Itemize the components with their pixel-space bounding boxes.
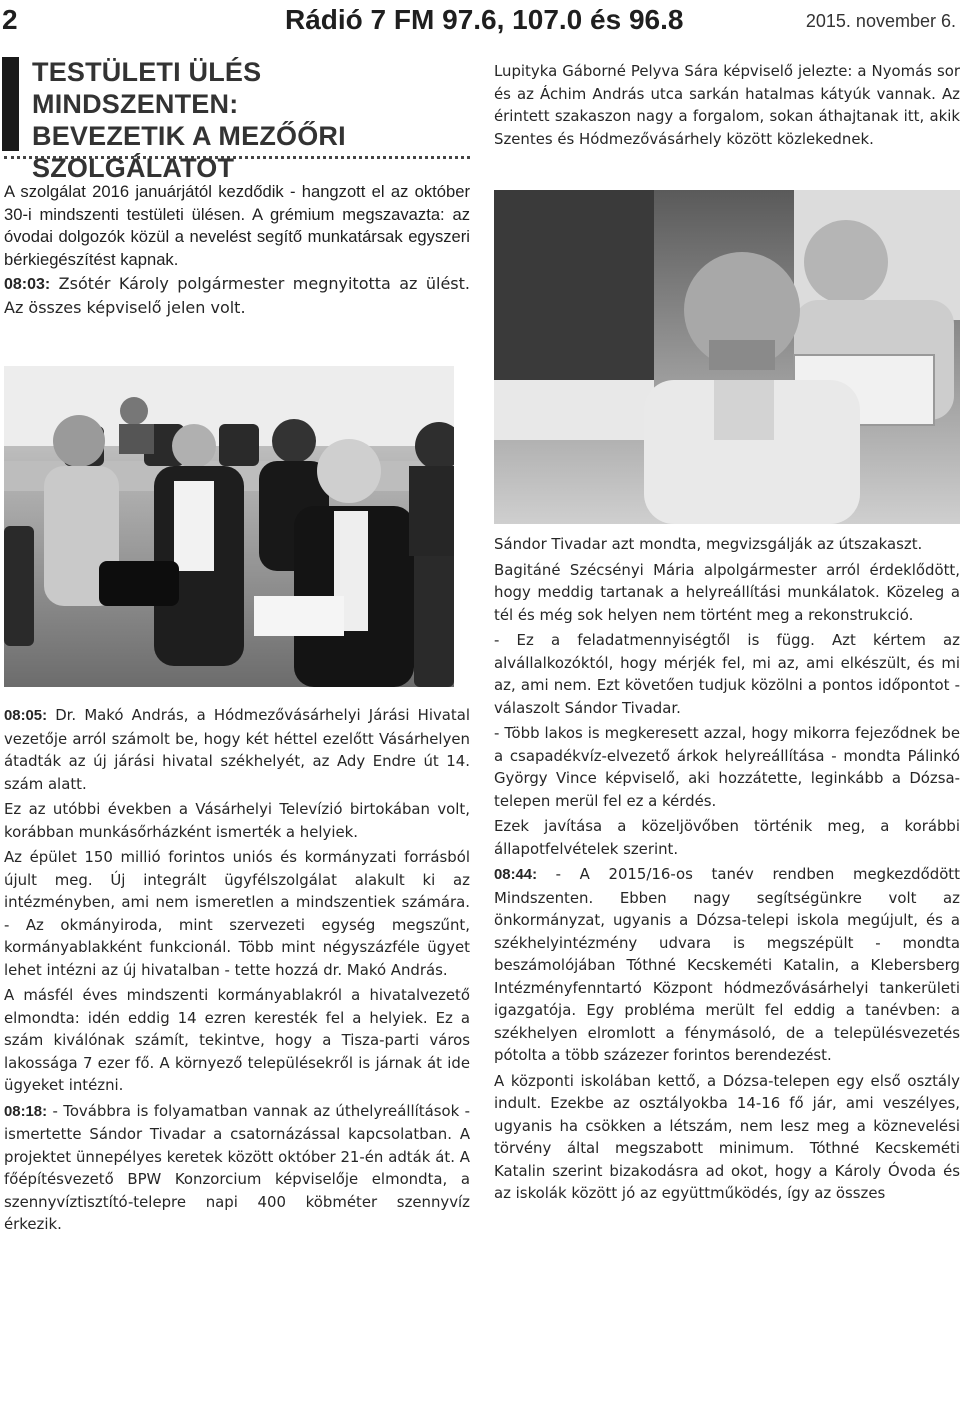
dotted-divider — [4, 156, 470, 159]
article-lead — [4, 181, 470, 321]
lead-paragraph: A szolgálat 2016 januárjától kezdődik - hangzott el az október 30-i mindszenti testületi ülésen. A grémium megszavazta: az óvodai dolgozók közül a nevelést segítő munkatársak egyszeri bérkiegészítést kapnak. — [4, 182, 470, 269]
right-top-text — [494, 60, 960, 153]
paragraph: 08:18: - Továbbra is folyamatban vannak az úthelyreállítások - ismertette Sándor Tivadar a csatornázással kapcsolatban. A projektet ünnepélyes keretek között október 21-én adták át. A főépítésvezető BPW Konzorcium képviselője elmondta, a szennyvíztisztító-telepre napi 400 köbméter szennyvíz érkezik. — [4, 1101, 470, 1233]
right-column — [494, 533, 960, 1208]
paragraph: A központi iskolában kettő, a Dózsa-telepen egy első osztály indult. Ezekbe az osztályokba 14-16 fő jár, ami veszélyes, ugyanis ha csökken a létszám, nem lesz meg a köznevelési törvény által megszabott minimum. Tóthné Kecskeméti Katalin szerint bizakodásra ad okot, hogy a Károly Óvoda és az iskolák között jó az együttműködés, így az összes — [494, 1071, 960, 1202]
paragraph: Bagitáné Szécsényi Mária alpolgármester arról érdeklődött, hogy meddig tartanak a helyreállítási munkálatok. Közeleg a tél és még sok helyen nem történt meg a rekonstrukció. — [494, 560, 960, 624]
left-column — [4, 704, 470, 1239]
timestamp: 08:03: — [4, 276, 51, 293]
paragraph: Lupityka Gáborné Pelyva Sára képviselő jelezte: a Nyomás sor és az Áchim András utca sarkán hatalmas kátyúk vannak. Az érintett szakaszon nagy a forgalom, sokan áthajtanak itt, akik Szentes és Hódmezővásárhely között közlekednek. — [494, 62, 960, 148]
photo-officials — [494, 190, 960, 524]
paragraph: 08:05: Dr. Makó András, a Hódmezővásárhelyi Járási Hivatal vezetője arról számolt be, hogy két héttel ezelőtt Vásárhelyen átadták az új járási hivatal székhelyét, az Ady Endre út 14. szám alatt. — [4, 706, 470, 793]
issue-date: 2015. november 6. — [805, 11, 956, 31]
paragraph: Sándor Tivadar azt mondta, megvizsgálják az útszakaszt. — [494, 535, 923, 553]
paragraph: Az épület 150 millió forintos uniós és kormányzati forrásból újult meg. Új integrált ügyfélszolgálat alakult ki az intézményben, ami nem ismeretlen a mindszentiek számára. - Az okmányiroda, mint szervezeti egység megszűnt, kormányablakként funkcionál. Több mint négyszázféle ügyet lehet intézni az új hivatalban - tette hozzá dr. Makó András. — [4, 848, 470, 979]
paragraph: Ez az utóbbi években a Vásárhelyi Televízió birtokában volt, korábban munkásőrházként ismerték a helyiek. — [4, 800, 470, 841]
paragraph-text: Zsótér Károly polgármester megnyitotta az ülést. Az összes képviselő jelen volt. — [4, 274, 470, 317]
photo-audience — [4, 366, 454, 687]
photo-officials-image — [494, 190, 960, 524]
timestamp: 08:05: — [4, 708, 48, 724]
station-name: Rádió 7 FM 97.6, 107.0 és 96.8 — [285, 4, 684, 35]
page-number: 2 — [2, 4, 18, 35]
paragraph: - Több lakos is megkeresett azzal, hogy mikorra fejeződnek be a csapadékvíz-elvezető árkok helyreállítása - mondta Pálinkó György Vince képviselő, aki hozzátette, leginkább a Dózsa-telepen merül fel ez a kérdés. — [494, 724, 960, 810]
photo-audience-image — [4, 366, 454, 687]
title-accent-bar — [2, 57, 19, 151]
timestamp: 08:44: — [494, 867, 538, 883]
paragraph: - Ez a feladatmennyiségtől is függ. Azt kértem az alvállalkozóktól, hogy mérjék fel, mi az, ami elkészült, és mi az, ami nem. Ezt követően tudjuk közölni a pontos időpontot - válaszolt Sándor Tivadar. — [494, 631, 960, 717]
intro-paragraph — [4, 273, 470, 319]
paragraph: 08:44: - A 2015/16-os tanév rendben megkezdődött Mindszenten. Ebben nagy segítségünkre volt az önkormányzat, ugyanis a Dózsa-telepi iskola megújult, és a székhelyintézmény udvara is megszépült - mondta beszámolójában Tóthné Kecskeméti Katalin, a Klebersberg Intézményfenntartó Központ hódmezővásárhelyi tankerületi igazgatója. Egy probléma merült fel eddig a tanévben: a székhelyen elromlott a fénymásoló, de a településvezetés pótolta a több százezer forintos berendezést. — [494, 865, 960, 1064]
timestamp: 08:18: — [4, 1103, 48, 1120]
paragraph: Ezek javítása a közeljövőben történik meg, a korábbi állapotfelvételek szerint. — [494, 817, 960, 858]
title-line: SZOLGÁLATOT — [32, 153, 235, 183]
article-title — [32, 56, 452, 184]
title-line: TESTÜLETI ÜLÉS MINDSZENTEN: — [32, 57, 262, 119]
paragraph: A másfél éves mindszenti kormányablakról a hivatalvezető elmondta: idén eddig 14 ezren keresték fel a helyiek. Ez a szám kiválónak számít, tekintve, hogy a Tisza-parti város lakossága 7 ezer fő. A környező településekről is járnak át ide ügyeket intézni. — [4, 986, 470, 1094]
title-line: BEVEZETIK A MEZŐŐRI — [32, 121, 346, 151]
